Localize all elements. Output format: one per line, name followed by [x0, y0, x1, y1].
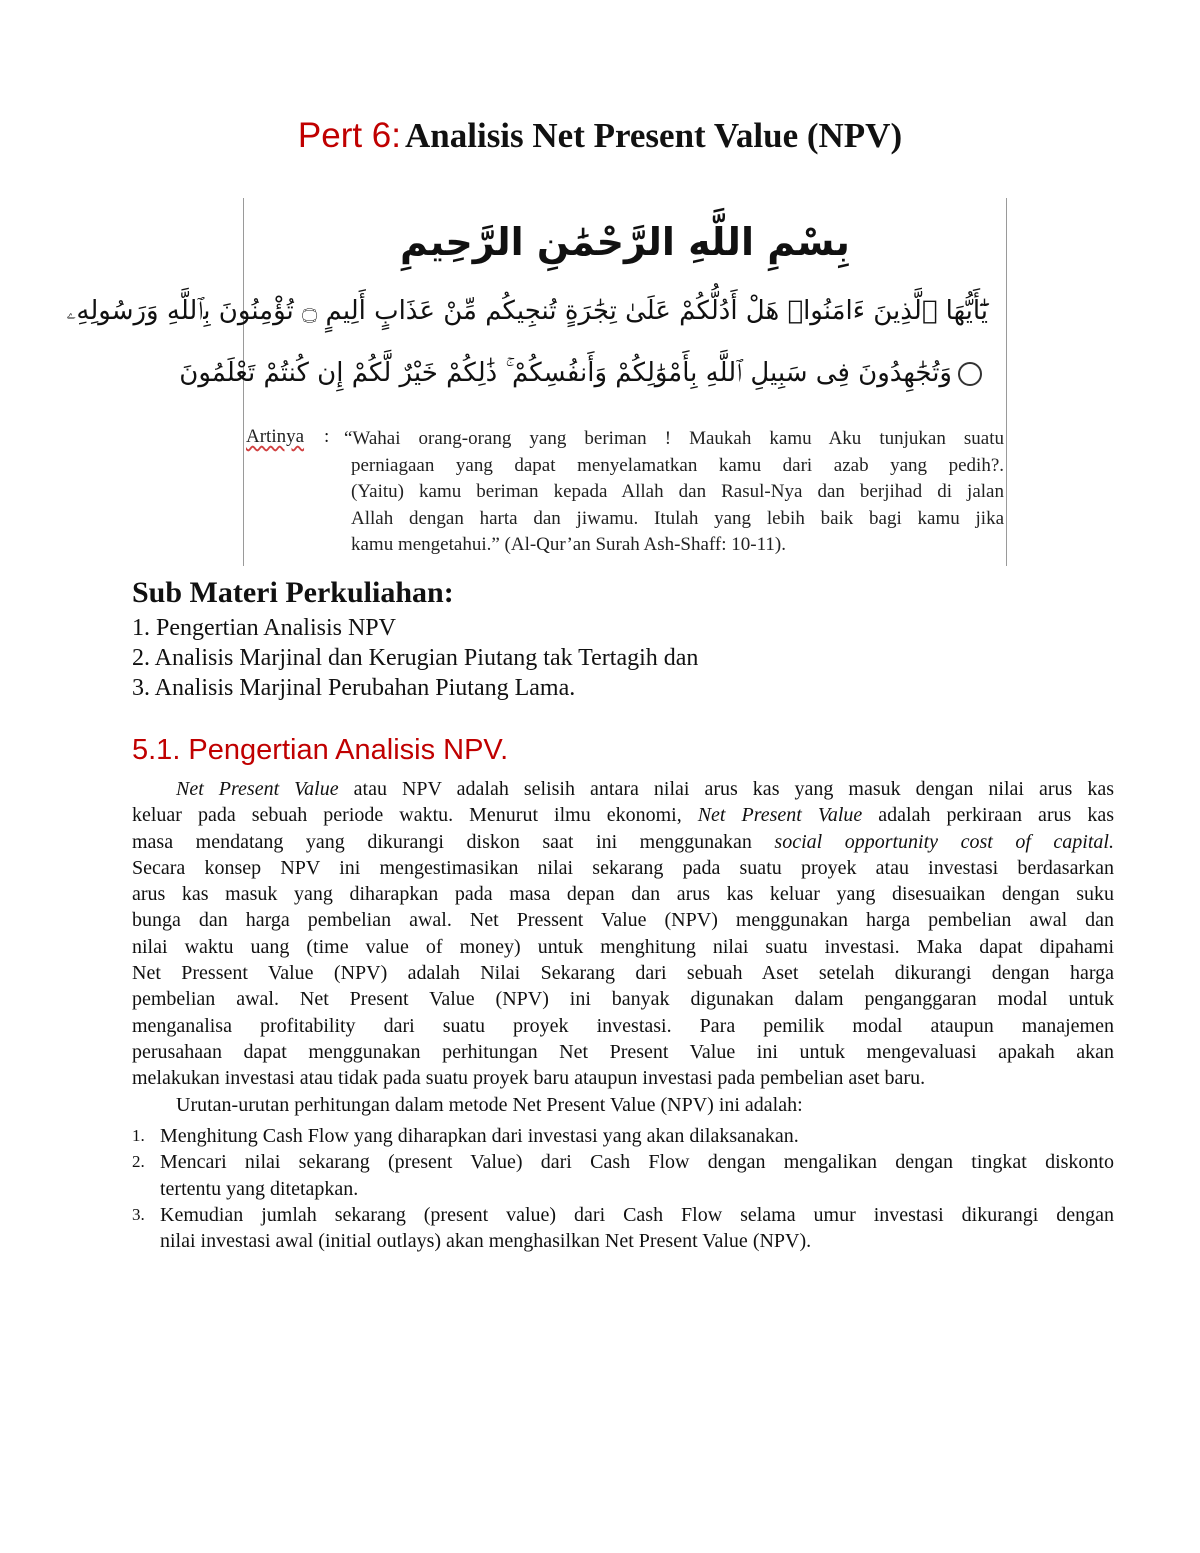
list-item — [132, 1149, 1114, 1202]
translation-line: (Yaitu) kamu beriman kepada Allah dan Rasul-Nya dan berjihad di jalan — [351, 481, 1004, 502]
sub-materi-heading: Sub Materi Perkuliahan: — [132, 576, 454, 609]
step-line: Mencari nilai sekarang (present Value) dari Cash Flow dengan mengalikan dengan tingkat diskonto — [160, 1151, 1114, 1174]
translation-line: perniagaan yang dapat menyelamatkan kamu dari azab yang pedih?. — [351, 454, 1004, 476]
bismillah-text: بِسْمِ اللَّهِ الرَّحْمَٰنِ الرَّحِيمِ — [400, 220, 850, 264]
title-main: Analisis Net Present Value (NPV) — [405, 116, 903, 155]
paragraph-line: perusahaan dapat menggunakan perhitungan Net Present Value ini untuk mengevaluasi apakah akan — [132, 1040, 1114, 1063]
line-text: atau NPV adalah selisih antara nilai arus kas yang masuk dengan nilai arus kas — [338, 778, 1115, 800]
step-line: nilai investasi awal (initial outlays) akan menghasilkan Net Present Value (NPV). — [160, 1230, 812, 1253]
ayah-line-2 — [179, 358, 988, 389]
list-item: 3. Analisis Marjinal Perubahan Piutang Lama. — [132, 675, 576, 701]
translation-line: “Wahai orang-orang yang beriman ! Maukah kamu Aku tunjukan suatu — [344, 428, 1004, 449]
page-title — [0, 118, 1200, 153]
quran-verse-image — [66, 198, 1007, 566]
ayah-line-1: يَٰٓأَيُّهَا ٱلَّذِينَ ءَامَنُوا۟ هَلْ أَدُلُّكُمْ عَلَىٰ تِجَٰرَةٍ تُنجِيكُم مِّنْ عَذَابٍ أَلِيمٍ ۝ تُؤْمِنُونَ بِٱللَّهِ وَرَسُولِهِۦ — [66, 296, 988, 326]
paragraph-line — [132, 776, 1114, 802]
npv-steps-list — [132, 1123, 1114, 1254]
line-text: masa mendatang yang dikurangi diskon saat ini menggunakan — [132, 830, 775, 853]
title-prefix: Pert 6: — [297, 116, 401, 155]
term-socc: social opportunity cost of capital. — [774, 830, 1114, 853]
translation-line: kamu mengetahui.” (Al-Qur’an Surah Ash-Shaff: 10-11). — [351, 534, 786, 555]
paragraph-line: Net Pressent Value (NPV) adalah Nilai Sekarang dari sebuah Aset setelah dikurangi dengan harga — [132, 962, 1114, 985]
step-line: Menghitung Cash Flow yang diharapkan dari investasi yang akan dilaksanakan. — [160, 1125, 799, 1147]
step-number: 2. — [132, 1152, 145, 1172]
step-line: Kemudian jumlah sekarang (present value) dari Cash Flow selama umur investasi dikurangi dengan — [160, 1203, 1114, 1226]
translation-line: Allah dengan harta dan jiwamu. Itulah yang lebih baik bagi kamu jika — [351, 507, 1004, 529]
sub-materi-list — [132, 613, 698, 703]
paragraph-line — [132, 802, 1114, 828]
list-item — [132, 1123, 1114, 1149]
paragraph-line: Urutan-urutan perhitungan dalam metode Net Present Value (NPV) ini adalah: — [176, 1093, 803, 1116]
term-npv: Net Present Value — [697, 804, 863, 827]
list-item — [132, 1202, 1114, 1255]
step-number: 1. — [132, 1126, 145, 1145]
section-heading: 5.1. Pengertian Analisis NPV. — [132, 734, 509, 766]
list-item: 1. Pengertian Analisis NPV — [132, 615, 396, 641]
paragraph-line: bunga dan harga pembelian awal. Net Pressent Value (NPV) menggunakan harga pembelian awal dan — [132, 909, 1114, 932]
artinya-label: Artinya — [246, 426, 305, 447]
term-npv: Net Present Value — [176, 778, 339, 800]
paragraph-line: melakukan investasi atau tidak pada suatu proyek baru ataupun investasi pada pembelian aset baru. — [132, 1067, 926, 1090]
list-item: 2. Analisis Marjinal dan Kerugian Piutang tak Tertagih dan — [132, 645, 699, 671]
verse-translation — [344, 426, 1004, 559]
paragraph-line: nilai waktu uang (time value of money) untuk menghitung nilai suatu investasi. Maka dapat dipahami — [132, 935, 1114, 958]
artinya-colon: : — [324, 426, 330, 447]
line-text: keluar pada sebuah periode waktu. Menurut ilmu ekonomi, — [132, 804, 698, 827]
paragraph-line: menganalisa profitability dari suatu proyek investasi. Para pemilik modal ataupun manajemen — [132, 1014, 1114, 1037]
paragraph-line: arus kas masuk yang diharapkan pada masa depan dan arus kas keluar yang disesuaikan dengan suku — [132, 883, 1114, 906]
ayah-line-2-text: وَتُجَٰهِدُونَ فِى سَبِيلِ ٱللَّهِ بِأَمْوَٰلِكُمْ وَأَنفُسِكُمْ ۚ ذَٰلِكُمْ خَيْرٌ لَّكُمْ إِن كُنتُمْ تَعْلَمُونَ — [179, 358, 952, 388]
line-text: adalah perkiraan arus kas — [862, 804, 1114, 827]
ayah-end-marker-icon — [958, 362, 982, 386]
body-paragraph — [132, 776, 1114, 1118]
step-number: 3. — [132, 1204, 145, 1224]
paragraph-line: pembelian awal. Net Present Value (NPV) ini banyak digunakan dalam penganggaran modal untuk — [132, 988, 1114, 1011]
paragraph-line — [132, 829, 1114, 855]
paragraph-line: Secara konsep NPV ini mengestimasikan nilai sekarang pada suatu proyek atau investasi berdasarkan — [132, 856, 1114, 879]
step-line: tertentu yang ditetapkan. — [160, 1177, 359, 1200]
